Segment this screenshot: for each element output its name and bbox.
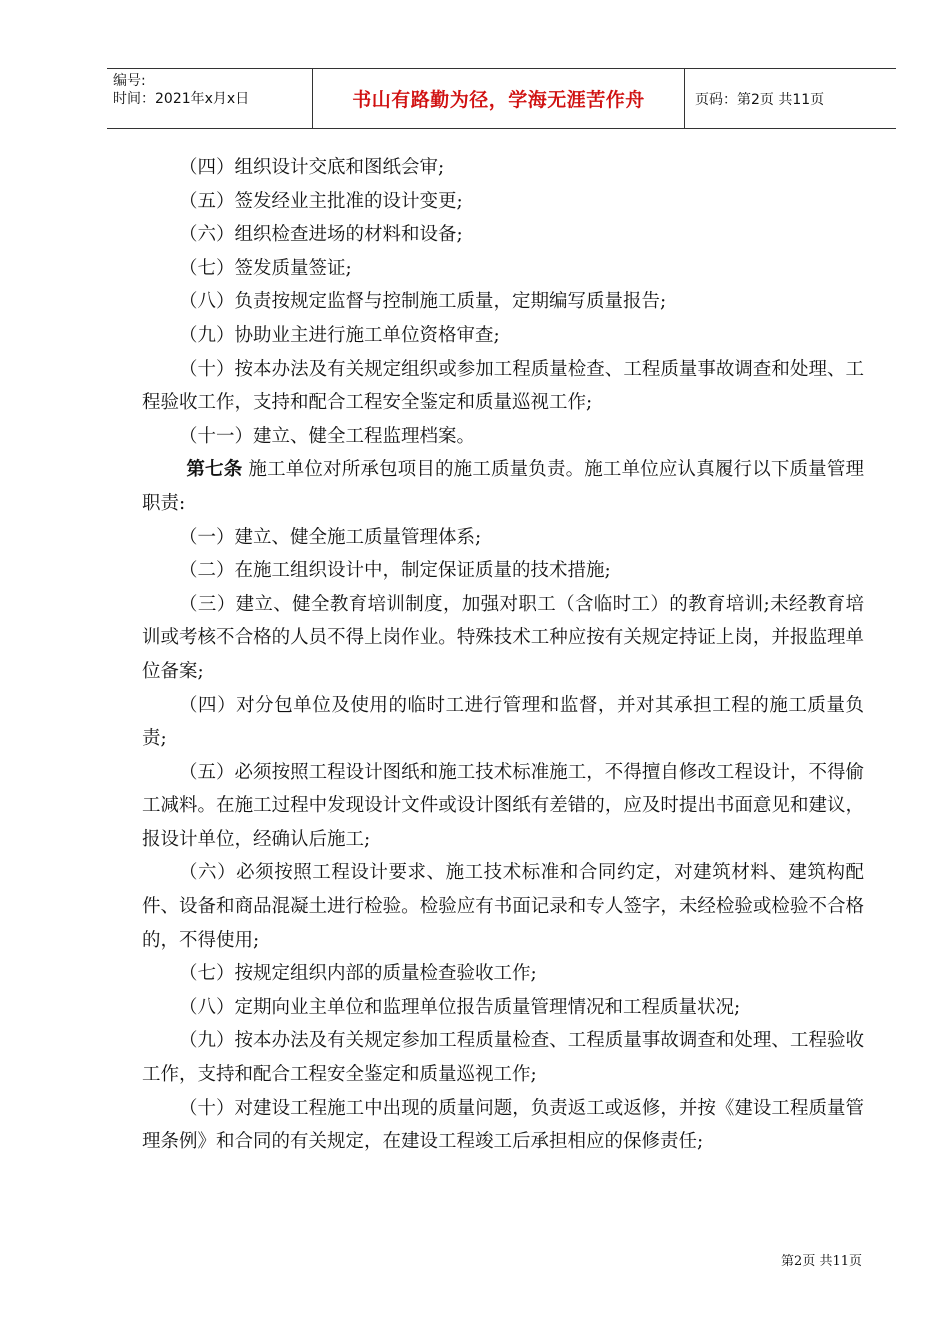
paragraph: （五）必须按照工程设计图纸和施工技术标准施工，不得擅自修改工程设计，不得偷工减料。在施工过程中发现设计文件或设计图纸有差错的，应及时提出书面意见和建议，报设计单位，经确认后施工; — [142, 761, 864, 850]
paragraph: （十一）建立、健全工程监理档案。 — [179, 425, 476, 447]
paragraph: （八）负责按规定监督与控制施工质量，定期编写质量报告; — [179, 291, 667, 313]
document-body — [142, 151, 864, 1159]
paragraph: （九）按本办法及有关规定参加工程质量检查、工程质量事故调查和处理、工程验收工作，支持和配合工程安全鉴定和质量巡视工作; — [142, 1030, 864, 1086]
paragraph: （七）签发质量签证; — [179, 257, 352, 279]
paragraph: （四）组织设计交底和图纸会审; — [179, 157, 445, 178]
paragraph: （十）按本办法及有关规定组织或参加工程质量检查、工程质量事故调查和处理、工程验收工作，支持和配合工程安全鉴定和质量巡视工作; — [142, 358, 864, 414]
document-number-label: 编号: — [113, 73, 146, 89]
paragraph: （六）必须按照工程设计要求、施工技术标准和合同约定，对建筑材料、建筑构配件、设备和商品混凝土进行检验。检验应有书面记录和专人签字，未经检验或检验不合格的，不得使用; — [142, 862, 864, 951]
header-meta — [107, 69, 313, 128]
page-footer: 第2页 共11页 — [781, 1254, 862, 1269]
paragraph: （四）对分包单位及使用的临时工进行管理和监督，并对其承担工程的施工质量负责; — [142, 694, 864, 750]
paragraph: （一）建立、健全施工质量管理体系; — [179, 526, 482, 548]
paragraph: （六）组织检查进场的材料和设备; — [179, 224, 463, 246]
article-seven — [142, 453, 864, 520]
header-page-info: 页码：第2页 共11页 — [695, 91, 825, 108]
page-header — [107, 68, 896, 129]
paragraph: （十）对建设工程施工中出现的质量问题，负责返工或返修，并按《建设工程质量管理条例》和合同的有关规定，在建设工程竣工后承担相应的保修责任; — [142, 1097, 864, 1153]
header-motto: 书山有路勤为径，学海无涯苦作舟 — [313, 69, 685, 128]
paragraph: （八）定期向业主单位和监理单位报告质量管理情况和工程质量状况; — [179, 996, 741, 1018]
article-label: 第七条 — [186, 459, 243, 481]
paragraph: （九）协助业主进行施工单位资格审查; — [179, 324, 500, 346]
paragraph: （五）签发经业主批准的设计变更; — [179, 190, 463, 212]
paragraph: （三）建立、健全教育培训制度，加强对职工（含临时工）的教育培训;未经教育培训或考核不合格的人员不得上岗作业。特殊技术工种应按有关规定持证上岗，并报监理单位备案; — [142, 593, 864, 682]
article-text: 施工单位对所承包项目的施工质量负责。施工单位应认真履行以下质量管理职责: — [142, 459, 864, 514]
paragraph: （二）在施工组织设计中，制定保证质量的技术措施; — [179, 560, 611, 582]
paragraph: （七）按规定组织内部的质量检查验收工作; — [179, 963, 537, 985]
document-time: 时间：2021年x月x日 — [113, 91, 250, 107]
